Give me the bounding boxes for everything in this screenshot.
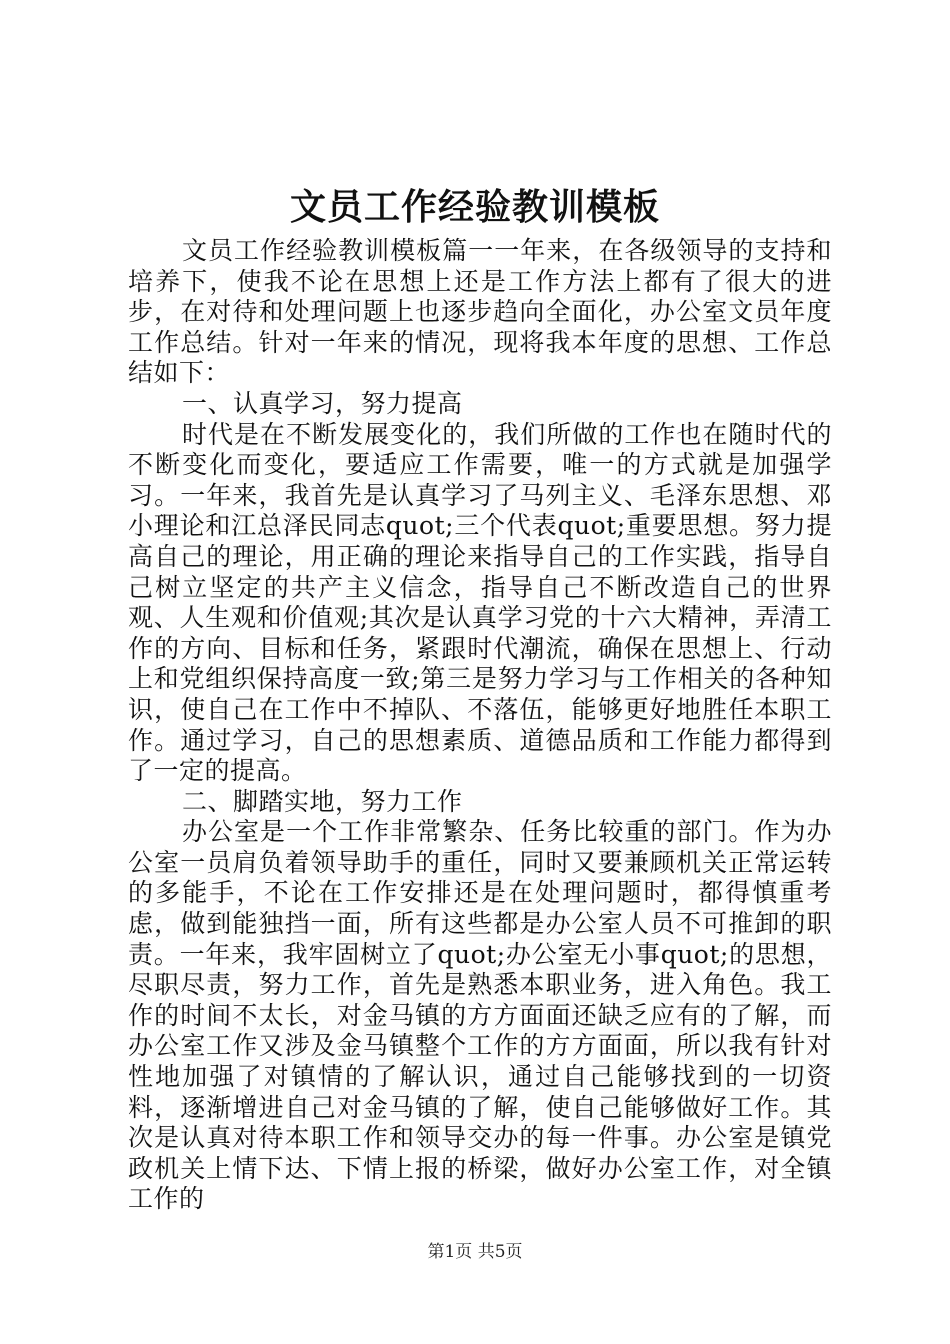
paragraph-intro: 文员工作经验教训模板篇一一年来，在各级领导的支持和培养下，使我不论在思想上还是工作方法上都有了很大的进步，在对待和处理问题上也逐步趋向全面化，办公室文员年度工作总结。针对一年来的情况，现将我本年度的思想、工作总结如下： [128, 236, 832, 388]
document-body [128, 236, 832, 1215]
page-footer: 第1页 共5页 [427, 1242, 523, 1262]
paragraph-section-1: 时代是在不断发展变化的，我们所做的工作也在随时代的不断变化而变化，要适应工作需要，唯一的方式就是加强学习。一年来，我首先是认真学习了马列主义、毛泽东思想、邓小理论和江总泽民同志quot;三个代表quot;重要思想。努力提高自己的理论，用正确的理论来指导自己的工作实践，指导自己树立坚定的共产主义信念，指导自己不断改造自己的世界观、人生观和价值观;其次是认真学习党的十六大精神，弄清工作的方向、目标和任务，紧跟时代潮流，确保在思想上、行动上和党组织保持高度一致;第三是努力学习与工作相关的各种知识，使自己在工作中不掉队、不落伍，能够更好地胜任本职工作。通过学习，自己的思想素质、道德品质和工作能力都得到了一定的提高。 [128, 419, 832, 786]
paragraph-section-2: 办公室是一个工作非常繁杂、任务比较重的部门。作为办公室一员肩负着领导助手的重任，同时又要兼顾机关正常运转的多能手，不论在工作安排还是在处理问题时，都得慎重考虑，做到能独挡一面，所有这些都是办公室人员不可推卸的职责。一年来，我牢固树立了quot;办公室无小事quot;的思想，尽职尽责，努力工作，首先是熟悉本职业务，进入角色。我工作的时间不太长，对金马镇的方方面面还缺乏应有的了解，而办公室工作又涉及金马镇整个工作的方方面面，所以我有针对性地加强了对镇情的了解认识，通过自己能够找到的一切资料，逐渐增进自己对金马镇的了解，使自己能够做好工作。其次是认真对待本职工作和领导交办的每一件事。办公室是镇党政机关上情下达、下情上报的桥梁，做好办公室工作，对全镇工作的 [128, 817, 832, 1214]
section-heading-2: 二、脚踏实地，努力工作 [182, 786, 463, 816]
document-title: 文员工作经验教训模板 [289, 186, 660, 228]
section-heading-1: 一、认真学习，努力提高 [182, 388, 463, 418]
